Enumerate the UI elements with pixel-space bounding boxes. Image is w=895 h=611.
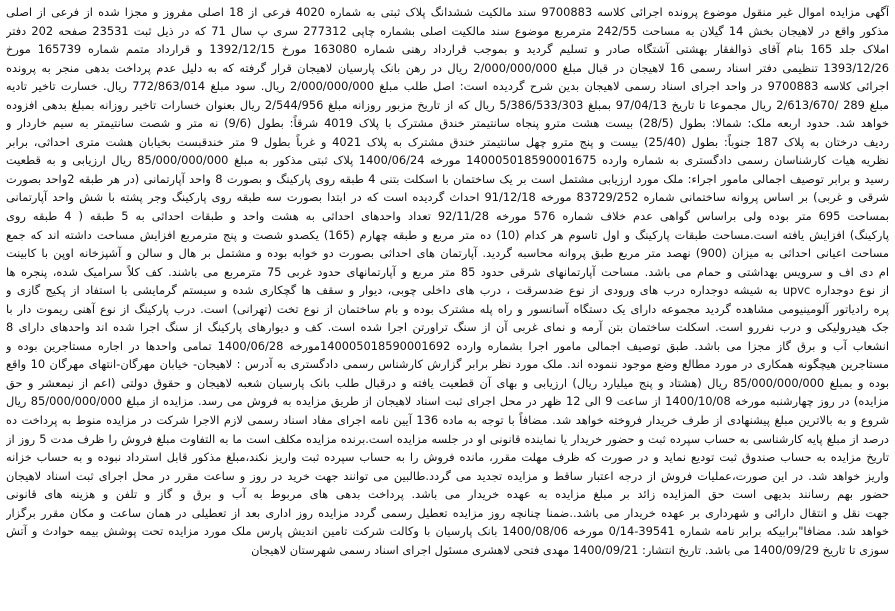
notice-line: حضور بهم رسانند بدیهی است حق المزایده زائد بر مبلغ مزایده به عهده خریدار می باشد. پرداخت بدهی های مربوط به آب و برق و گاز و تلفن و هزینه های قانونی (6, 487, 889, 502)
notice-line: آگهی مزایده اموال غیر منقول موضوع پرونده اجرائی کلاسه 9700883 سند مالکیت ششدانگ پلاک ثبتی به شماره 4020 فرعی از 18 اصلی مفروز و مجزا شده از فرعی از اصلی (6, 5, 889, 19)
notice-line: از نوع دوجداره upvc به شیشه دوجداره درب های ورودی از نوع ضدسرقت ، درب های داخلی چوبی، دیوار و سقف ها گچکاری شده و سیستم گرمایشی با استفاد از پکیج گازی و (6, 283, 889, 298)
notice-line: مذکور واقع در لاهیجان بخش 14 گیلان به مساحت 242/55 مترمربع موضوع سند مالکیت اصلی بشماره چاپی 277312 سری پ سال 71 که در ذیل ثبت 23531 صفحه 202 دفتر (6, 23, 889, 38)
notice-line: اجرائی کلاسه 9700883 در واحد اجرای اسناد رسمی لاهیجان بدین شرح گردیده است: اصل طلب مبلغ 2/000/000/000 ریال. سود مبلغ 772/863/014 ریال. خسارت تاخیر تادیه (6, 79, 889, 94)
notice-line: خواهد شد. مضافا"برابیکه برابر نامه شماره 39541-0/14 مورخه 1400/08/06 بانک پارسیان با وکالت شرکت تامین اندیش پارس ملک مورد مزایده تحت پوشش بیمه حوادث و آتش (6, 524, 889, 539)
notice-line: شرقی و غربی) بر اساس پروانه ساختمانی شماره 83729/252 مورخه 91/12/18 احداث گردیده است که در ابتدا بصورت سه طبقه روی پارکینگ وجر پشته با شش واحد آپارتمانی (6, 190, 889, 205)
notice-line: جهت نقل و انتقال دارائی و شهرداری بر عهده خریدار می باشد..ضمنا چنانچه روز مزایده تعطیل رسمی گردد مزایده روز اداری بعد از تعطیلی در همان ساعت و مکان مقرر برگزار (6, 505, 889, 520)
notice-line: ام دی اف و سرویس بهداشتی و حمام می باشد. مساحت آپارتمانهای شرقی حدود 85 متر مربع و آپارتمانهای حدود غربی 75 مترمربع می باشند. کف کلاً سرامیک شده، پنجره ها (6, 264, 889, 279)
notice-line: تاریخ مزایده به حساب صندوق ثبت تودیع نماید و در صورت که ظرف مهلت مقرر، مانده فروش را به حساب سپرده ثبت واریز نکند،مبلغ مذکور قابل استرداد نبوده و به حساب خزانه (6, 450, 889, 465)
notice-line: ردیف درختان به پلاک 187 جنوباً: بطول (25/40) بیست و پنج مترو چهل سانتیمتر خندق مشترک به پلاک 4021 و غرباً بطول 9 متر خندقبست بخیابان هشت متری احداثی، برابر (6, 134, 889, 149)
notice-line: بوده و بمبلغ 85/000/000/000 ریال (هشتاد و پنج میلیارد ریال) ارزیابی و بهای آن قطعیت یافته و درقبال طلب بانک پارسیان شعبه لاهیجان و حقوق دولتی (اعم از نیمعشر و حق (6, 375, 889, 390)
notice-line: خواهد شد. حدود اربعه ملک: شمالا: بطول (28/5) بیست هشت مترو پنجاه سانتیمتر خندق مشترک با پلاک 4019 شرقاً: بطول (9/6) نه متر و شصت سانتیمتر به سیم خاردار و (6, 116, 889, 131)
notice-line: رسید و برابر توصیف اجمالی مامور اجراء: ملک مورد ارزیابی مشتمل است بر یک ساختمان با اسکلت بتنی 4 طبقه روی پارکینگ و بصورت 8 واحد آپارتمانی (در هر طبقه 2واحد بصورت (6, 171, 889, 186)
notice-line: مستاجرین هیچگونه همکاری در مورد مطالع وضع موجود ننموده اند. ملک مورد نظر برابر گزارش کارشناس رسمی دادگستری به آدرس : لاهیجان- خیابان مهرگان-انتهای مهرگان 10 واقع (6, 357, 889, 372)
notice-line: پره رادیاتور آلومینیومی مشاهده گردید مجموعه دارای یک دستگاه آسانسور و راه پله مشترک بوده و بام ساختمان از نوع تخت (تهرانی) است. درب پارکینگ از نوع آهنی ریموت دار با (6, 301, 889, 316)
notice-line: بمساحت 695 متر بوده ولی براساس گواهی عدم خلاف شماره 576 مورخه 92/11/28 تعداد واحدهای احداثی به هشت واحد و طبقات احداثی به 5 طبقه ( 4 طبقه روی (6, 209, 889, 224)
notice-line: مزایده) در روز چهارشنبه مورخه 1400/10/08 از ساعت 9 الی 12 ظهر در محل اجرای ثبت اسناد لاهیجان از طریق مزایده به فروش می رسد. مزایده از مبلغ 85/000/000/000 ریال (6, 394, 889, 409)
notice-line: سوزی تا تاریخ 1400/09/29 می باشد. تاریخ انتشار: 1400/09/21 مهدی فتحی لاهشری مسئول اجرای اسناد رسمی شهرستان لاهیجان (251, 542, 889, 557)
notice-line: شروع و به بالاترین مبلغ پیشنهادی از طرف خریدار فروخته خواهد شد. مضافاً با توجه به ماده 136 آیین نامه اجرای مفاد اسناد رسمی لازم الاجرا شرکت در مزایده منوط به پرداخت ده (6, 413, 889, 428)
notice-line: مساحت اعیانی احداثی به میزان (900) نهصد متر مربع طبق پروانه محاسبه گردید. آپارتمان های احداثی بصورت دو خوابه بوده و مشتمل بر هال و سالن و آشپزخانه اوپن با کابینت (6, 246, 889, 261)
notice-line: املاک جلد 165 بنام آقای ذوالفقار بهشتی آشتگاه صادر و تسلیم گردید و بموجب قرارداد رهنی شماره 163080 مورخ 1392/12/15 و قرارداد متمم شماره 165739 مورخ (6, 42, 889, 57)
notice-line: درصد از مبلغ پایه کارشناسی به حساب سپرده ثبت و حضور خریدار یا نماینده قانونی او در جلسه مزایده است.برنده مزایده مکلف است ما به التفاوت مبلغ فروش را ظرف مدت 5 روز از (6, 431, 889, 446)
notice-line: جک هیدرولیکی و درب نفررو است. اسکلت ساختمان بتن آرمه و نمای غربی آن از سنگ تراورتن اجرا شده است. کف و دیوارهای پارکینگ از سنگ اجرا شده اند واحدهای دارای 8 (6, 320, 889, 335)
notice-line: 1393/12/26 تنظیمی دفتر اسناد رسمی 16 لاهیجان در قبال مبلغ 2/000/000/000 ریال در رهن بانک پارسیان لاهیجان قرار گرفته که به دلیل عدم پرداخت بدهی منجر به پرونده (6, 60, 889, 75)
notice-line: انشعاب آب و برق گاز مجزا می باشد. طبق توصیف اجمالی مامور اجرا بشماره وارده 140005018590001692مورخه 1400/06/28 تمامی واحدها در اجاره مستاجرین بوده و (6, 338, 889, 353)
notice-line: مبلغ 289 /2/613/670 ریال مجموعا تا تاریخ 97/04/13 بمبلغ 5/386/533/303 ریال که از تاریخ مزبور روزانه مبلغ 2/544/956 ریال بعنوان خسارات تاخیر روزانه بمبلغ بدهی افزوده (6, 97, 889, 112)
notice-line: واریز خواهد شد. در این صورت،عملیات فروش از درجه اعتبار ساقط و مزایده تجدید می گردد.طالبین می توانند جهت خرید در روز و ساعت مقرر در محل اجرای ثبت اسناد لاهیجان (6, 468, 889, 483)
notice-line: نظریه هیات کارشناسان رسمی دادگستری به شماره وارده 140005018590001675 مورخه 1400/06/24 پلاک ثبتی مذکور به مبلغ 85/000/000/000 ریال ارزیابی و به قطعیت (6, 153, 889, 168)
notice-line: پارکینگ) افزایش یافته است.مساحت طبقات پارکینگ و اول تاسوم هر کدام (10) ده متر مربع و طبقه چهارم (165) یکصدو شصت و پنج مترمربع افزایش مساحت داشته اند که جمع (6, 227, 889, 242)
